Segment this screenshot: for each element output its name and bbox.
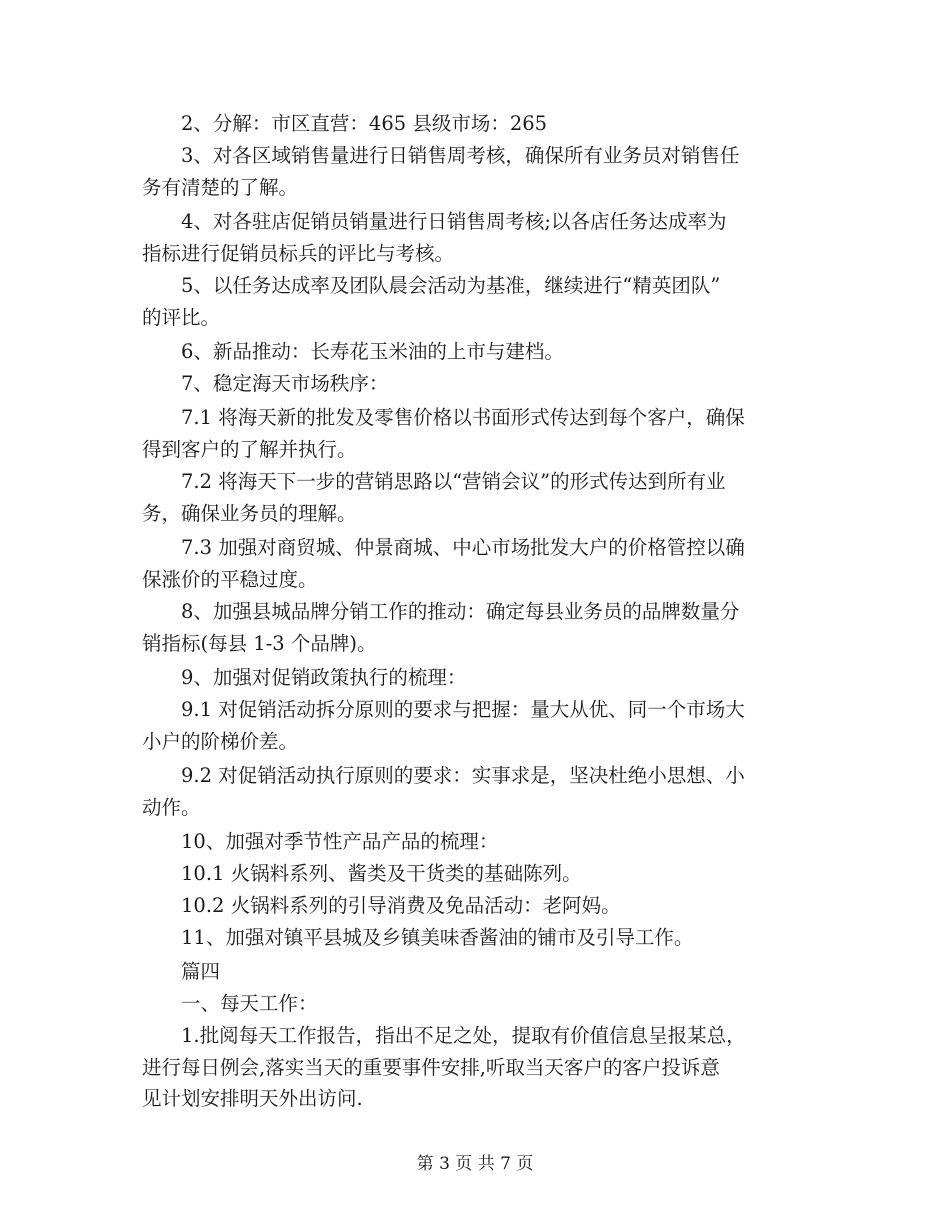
paragraph-line: 务有清楚的了解。 bbox=[142, 175, 299, 199]
paragraph-item-9 bbox=[142, 662, 822, 694]
paragraph-item-3 bbox=[142, 140, 822, 203]
paragraph-item-10 bbox=[142, 826, 822, 858]
section-heading bbox=[142, 956, 822, 988]
paragraph-item-8 bbox=[142, 596, 822, 659]
paragraph-item-2 bbox=[142, 108, 822, 140]
page-number-footer: 第 3 页 共 7 页 bbox=[416, 1154, 534, 1174]
paragraph-line: 9、加强对促销政策执行的梳理： bbox=[142, 666, 467, 689]
paragraph-line: 7.3 加强对商贸城、仲景商城、中心市场批发大户的价格管控以确 bbox=[142, 536, 745, 559]
paragraph-item-7 bbox=[142, 368, 822, 400]
paragraph-line: 7.2 将海天下一步的营销思路以“营销会议”的形式传达到所有业 bbox=[142, 470, 726, 493]
paragraph-line: 2、分解：市区直营：465 县级市场：265 bbox=[142, 112, 548, 135]
paragraph-item-11 bbox=[142, 922, 822, 954]
paragraph-item-7-1 bbox=[142, 402, 822, 465]
paragraph-line: 7、稳定海天市场秩序： bbox=[142, 372, 389, 395]
paragraph-line: 1.批阅每天工作报告，指出不足之处，提取有价值信息呈报某总， bbox=[142, 1024, 746, 1047]
paragraph-line: 6、新品推动：长寿花玉米油的上市与建档。 bbox=[142, 340, 564, 363]
paragraph-item-9-2 bbox=[142, 760, 822, 823]
paragraph-line: 10、加强对季节性产品产品的梳理： bbox=[142, 830, 499, 853]
paragraph-line: 11、加强对镇平县城及乡镇美味香酱油的铺市及引导工作。 bbox=[142, 926, 694, 949]
paragraph-line: 务，确保业务员的理解。 bbox=[142, 501, 357, 525]
paragraph-item-4 bbox=[142, 206, 822, 269]
paragraph-line: 9.1 对促销活动拆分原则的要求与把握：量大从优、同一个市场大 bbox=[142, 698, 745, 721]
paragraph-item-6 bbox=[142, 336, 822, 368]
paragraph-line: 指标进行促销员标兵的评比与考核。 bbox=[142, 241, 455, 265]
paragraph-line: 的评比。 bbox=[142, 305, 221, 329]
paragraph-line: 10.2 火锅料系列的引导消费及免品活动：老阿妈。 bbox=[142, 894, 621, 917]
paragraph-line: 5、以任务达成率及团队晨会活动为基准，继续进行“精英团队” bbox=[142, 274, 721, 297]
paragraph-line: 见计划安排明天外出访问. bbox=[142, 1087, 363, 1110]
paragraph-item-9-1 bbox=[142, 694, 822, 757]
paragraph-item-10-2 bbox=[142, 890, 822, 922]
paragraph-line: 销指标(每县 1-3 个品牌)。 bbox=[142, 631, 377, 655]
paragraph-line: 小户的阶梯价差。 bbox=[142, 729, 299, 753]
paragraph-line: 进行每日例会,落实当天的重要事件安排,听取当天客户的客户投诉意 bbox=[142, 1055, 720, 1079]
paragraph-line: 7.1 将海天新的批发及零售价格以书面形式传达到每个客户，确保 bbox=[142, 406, 745, 429]
paragraph-line: 动作。 bbox=[142, 795, 201, 819]
paragraph-item-5 bbox=[142, 270, 822, 333]
subsection-heading bbox=[142, 988, 822, 1020]
paragraph-line: 得到客户的了解并执行。 bbox=[142, 437, 357, 461]
paragraph-item-10-1 bbox=[142, 858, 822, 890]
paragraph-line: 10.1 火锅料系列、酱类及干货类的基础陈列。 bbox=[142, 862, 582, 885]
paragraph-item-7-2 bbox=[142, 466, 822, 529]
paragraph-line: 4、对各驻店促销员销量进行日销售周考核;以各店任务达成率为 bbox=[142, 210, 727, 233]
section-heading-text: 篇四 bbox=[142, 960, 221, 983]
paragraph-item-7-3 bbox=[142, 532, 822, 595]
paragraph-line: 8、加强县城品牌分销工作的推动：确定每县业务员的品牌数量分 bbox=[142, 600, 740, 623]
paragraph-line: 3、对各区域销售量进行日销售周考核，确保所有业务员对销售任 bbox=[142, 144, 740, 167]
paragraph-line: 保涨价的平稳过度。 bbox=[142, 567, 318, 591]
paragraph-line: 9.2 对促销活动执行原则的要求：实事求是，坚决杜绝小思想、小 bbox=[142, 764, 745, 787]
subsection-heading-text: 一、每天工作： bbox=[142, 992, 318, 1015]
paragraph-item-1 bbox=[142, 1020, 822, 1115]
